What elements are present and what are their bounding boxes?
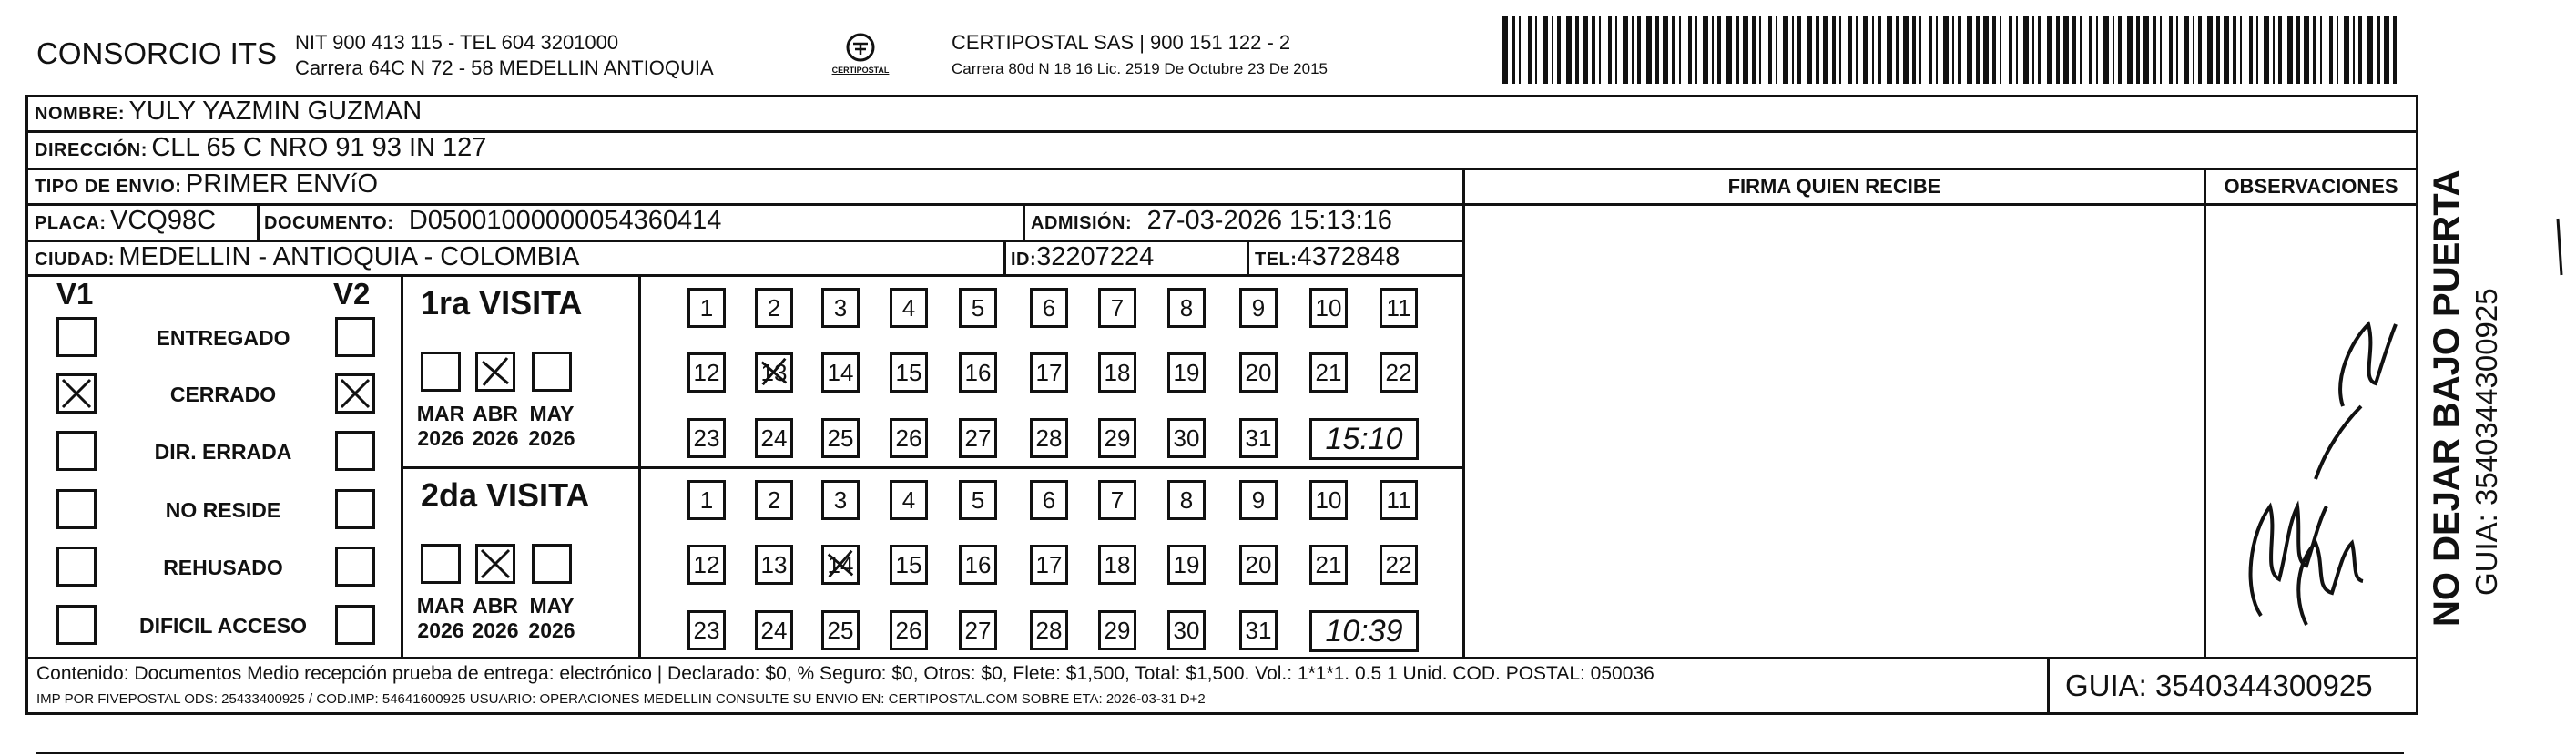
- day-mark: [824, 547, 857, 582]
- status-label: NO RESIDE: [165, 498, 281, 522]
- ciudad-label: CIUDAD:: [35, 250, 115, 270]
- month-name: ABR: [473, 594, 518, 618]
- status-label: REHUSADO: [163, 556, 283, 579]
- day-box[interactable]: 12: [687, 352, 726, 393]
- day-box[interactable]: 21: [1309, 352, 1348, 393]
- status-label: ENTREGADO: [156, 326, 290, 350]
- barcode-icon: [1502, 16, 2404, 84]
- day-box[interactable]: 14: [821, 352, 860, 393]
- month-name: MAR: [416, 402, 465, 425]
- month-name: ABR: [473, 402, 518, 425]
- v1-checkbox[interactable]: [56, 547, 97, 587]
- v1-checkbox[interactable]: [56, 489, 97, 529]
- v1-checkbox[interactable]: [56, 317, 97, 357]
- day-box[interactable]: 19: [1167, 352, 1206, 393]
- side-warning: NO DEJAR BAJO PUERTA: [2427, 169, 2467, 627]
- day-box[interactable]: 31: [1239, 418, 1278, 458]
- day-box[interactable]: 8: [1167, 480, 1206, 520]
- day-box[interactable]: 16: [959, 352, 997, 393]
- edge-mark: [2556, 217, 2563, 277]
- certipostal-sub: Carrera 80d N 18 16 Lic. 2519 De Octubre 23 De 2015: [952, 60, 1328, 77]
- certipostal-logo: [830, 31, 891, 82]
- v2-checkbox[interactable]: [335, 431, 375, 471]
- admision-value: 27-03-2026 15:13:16: [1146, 206, 1392, 235]
- month-label: [468, 402, 523, 451]
- footer-line-2: IMP POR FIVEPOSTAL ODS: 25433400925 / COD.IMP: 54641600925 USUARIO: OPERACIONES MEDELLIN CONSULTE SU ENVIO EN: CERTIPOSTAL.COM SOBRE ETA: 2026-03-31 D+2: [36, 691, 1206, 707]
- recipient-name: YULY YAZMIN GUZMAN: [128, 97, 423, 126]
- v1-checkbox[interactable]: [56, 605, 97, 645]
- tipo-label: TIPO DE ENVIO:: [35, 177, 182, 197]
- day-box[interactable]: 14: [821, 545, 860, 585]
- address-line: Carrera 64C N 72 - 58 MEDELLIN ANTIOQUIA: [295, 56, 714, 79]
- day-box[interactable]: 26: [890, 610, 928, 650]
- month-year: 2026: [528, 618, 575, 642]
- tel-value: 4372848: [1297, 242, 1400, 271]
- id-label: ID:: [1011, 250, 1037, 270]
- day-box[interactable]: 23: [687, 610, 726, 650]
- day-box[interactable]: 15: [890, 545, 928, 585]
- month-label: [413, 594, 468, 643]
- v1-label: V1: [56, 277, 94, 311]
- observaciones-handwriting: [2206, 206, 2416, 657]
- month-checkbox[interactable]: [421, 352, 461, 392]
- nombre-label: NOMBRE:: [35, 104, 126, 124]
- day-box[interactable]: 3: [821, 480, 860, 520]
- day-box[interactable]: 29: [1098, 418, 1136, 458]
- day-box[interactable]: 6: [1030, 480, 1068, 520]
- visit-title: 2da VISITA: [421, 476, 590, 514]
- month-label: [524, 594, 579, 643]
- day-box[interactable]: 31: [1239, 610, 1278, 650]
- day-box[interactable]: 13: [755, 545, 793, 585]
- day-box[interactable]: 19: [1167, 545, 1206, 585]
- day-box[interactable]: 1: [687, 288, 726, 328]
- day-box[interactable]: 26: [890, 418, 928, 458]
- admision-label: ADMISIÓN:: [1031, 213, 1133, 233]
- day-box[interactable]: 8: [1167, 288, 1206, 328]
- placa-value: VCQ98C: [110, 206, 217, 235]
- month-checkbox[interactable]: [475, 352, 515, 392]
- day-box[interactable]: 2: [755, 288, 793, 328]
- footer-line-1: Contenido: Documentos Medio recepción prueba de entrega: electrónico | Declarado: $0, % Seguro: $0, Otros: $0, Flete: $1,500, Total: $1,500. Vol.: 1*1*1. 0.5 1 Unid. COD. POSTAL: 050036: [36, 663, 1655, 684]
- day-box[interactable]: 6: [1030, 288, 1068, 328]
- day-box[interactable]: 25: [821, 418, 860, 458]
- day-box[interactable]: 4: [890, 288, 928, 328]
- day-box[interactable]: 28: [1030, 418, 1068, 458]
- month-name: MAY: [529, 402, 575, 425]
- certipostal-line: CERTIPOSTAL SAS | 900 151 122 - 2: [952, 31, 1291, 54]
- day-box[interactable]: 11: [1380, 480, 1418, 520]
- direccion-label: DIRECCIÓN:: [35, 140, 148, 160]
- logo-text: CERTIPOSTAL: [831, 66, 890, 75]
- day-box[interactable]: 28: [1030, 610, 1068, 650]
- month-year: 2026: [417, 618, 464, 642]
- barcode: [1502, 16, 2404, 84]
- status-label: DIR. ERRADA: [154, 440, 292, 464]
- observaciones-header: OBSERVACIONES: [2224, 175, 2398, 198]
- day-box[interactable]: 9: [1239, 288, 1278, 328]
- ciudad-value: MEDELLIN - ANTIOQUIA - COLOMBIA: [118, 242, 580, 271]
- visit-time: 10:39: [1309, 610, 1419, 652]
- status-label: DIFICIL ACCESO: [138, 614, 307, 638]
- month-label: [468, 594, 523, 643]
- month-label: [524, 402, 579, 451]
- day-box[interactable]: 7: [1098, 480, 1136, 520]
- month-name: MAY: [529, 594, 575, 618]
- month-label: [413, 402, 468, 451]
- documento-label: DOCUMENTO:: [264, 213, 394, 233]
- day-box[interactable]: 12: [687, 545, 726, 585]
- month-name: MAR: [416, 594, 465, 618]
- day-box[interactable]: 30: [1167, 418, 1206, 458]
- tel-label: TEL:: [1255, 250, 1298, 270]
- day-box[interactable]: 30: [1167, 610, 1206, 650]
- v1-checkbox[interactable]: [56, 373, 97, 414]
- day-box[interactable]: 9: [1239, 480, 1278, 520]
- recipient-address: CLL 65 C NRO 91 93 IN 127: [151, 133, 487, 162]
- day-box[interactable]: 11: [1380, 288, 1418, 328]
- day-box[interactable]: 1: [687, 480, 726, 520]
- v2-checkbox[interactable]: [335, 547, 375, 587]
- day-box[interactable]: 3: [821, 288, 860, 328]
- day-box[interactable]: 21: [1309, 545, 1348, 585]
- v2-label: V2: [333, 277, 371, 311]
- month-year: 2026: [472, 426, 519, 450]
- day-box[interactable]: 2: [755, 480, 793, 520]
- day-box[interactable]: 20: [1239, 545, 1278, 585]
- day-box[interactable]: 5: [959, 288, 997, 328]
- day-box[interactable]: 7: [1098, 288, 1136, 328]
- firma-header: FIRMA QUIEN RECIBE: [1727, 175, 1941, 198]
- day-box[interactable]: 4: [890, 480, 928, 520]
- day-box[interactable]: 10: [1309, 480, 1348, 520]
- month-year: 2026: [528, 426, 575, 450]
- day-box[interactable]: 13: [755, 352, 793, 393]
- day-box[interactable]: 16: [959, 545, 997, 585]
- month-year: 2026: [472, 618, 519, 642]
- month-year: 2026: [417, 426, 464, 450]
- company-name: CONSORCIO ITS: [36, 36, 278, 70]
- side-guia: GUIA: 3540344300925: [2469, 288, 2503, 596]
- month-checkbox[interactable]: [421, 544, 461, 584]
- day-box[interactable]: 25: [821, 610, 860, 650]
- month-checkbox[interactable]: [475, 544, 515, 584]
- v2-checkbox[interactable]: [335, 317, 375, 357]
- placa-label: PLACA:: [35, 213, 107, 233]
- day-box[interactable]: 5: [959, 480, 997, 520]
- status-label: CERRADO: [169, 383, 277, 406]
- visit-title: 1ra VISITA: [421, 284, 583, 322]
- id-value: 32207224: [1036, 242, 1155, 271]
- day-box[interactable]: 15: [890, 352, 928, 393]
- handwriting-icon: [2206, 206, 2416, 657]
- month-checkbox[interactable]: [532, 352, 572, 392]
- documento-value: D05001000000054360414: [408, 206, 722, 235]
- day-box[interactable]: 20: [1239, 352, 1278, 393]
- nit-line: NIT 900 413 115 - TEL 604 3201000: [295, 31, 619, 54]
- day-box[interactable]: 17: [1030, 545, 1068, 585]
- v2-checkbox[interactable]: [335, 373, 375, 414]
- day-mark: [758, 355, 790, 390]
- visit-time: 15:10: [1309, 418, 1419, 460]
- day-box[interactable]: 23: [687, 418, 726, 458]
- v1-checkbox[interactable]: [56, 431, 97, 471]
- month-checkbox[interactable]: [532, 544, 572, 584]
- day-box[interactable]: 18: [1098, 545, 1136, 585]
- v2-checkbox[interactable]: [335, 489, 375, 529]
- day-box[interactable]: 17: [1030, 352, 1068, 393]
- shipment-type: PRIMER ENVíO: [185, 169, 379, 199]
- day-box[interactable]: 10: [1309, 288, 1348, 328]
- day-box[interactable]: 18: [1098, 352, 1136, 393]
- v2-checkbox[interactable]: [335, 605, 375, 645]
- day-box[interactable]: 22: [1380, 545, 1418, 585]
- day-box[interactable]: 24: [755, 418, 793, 458]
- day-box[interactable]: 29: [1098, 610, 1136, 650]
- day-box[interactable]: 22: [1380, 352, 1418, 393]
- day-box[interactable]: 24: [755, 610, 793, 650]
- signature-area: [1465, 206, 2204, 657]
- footer-guia: GUIA: 3540344300925: [2065, 669, 2373, 702]
- day-box[interactable]: 27: [959, 418, 997, 458]
- day-box[interactable]: 27: [959, 610, 997, 650]
